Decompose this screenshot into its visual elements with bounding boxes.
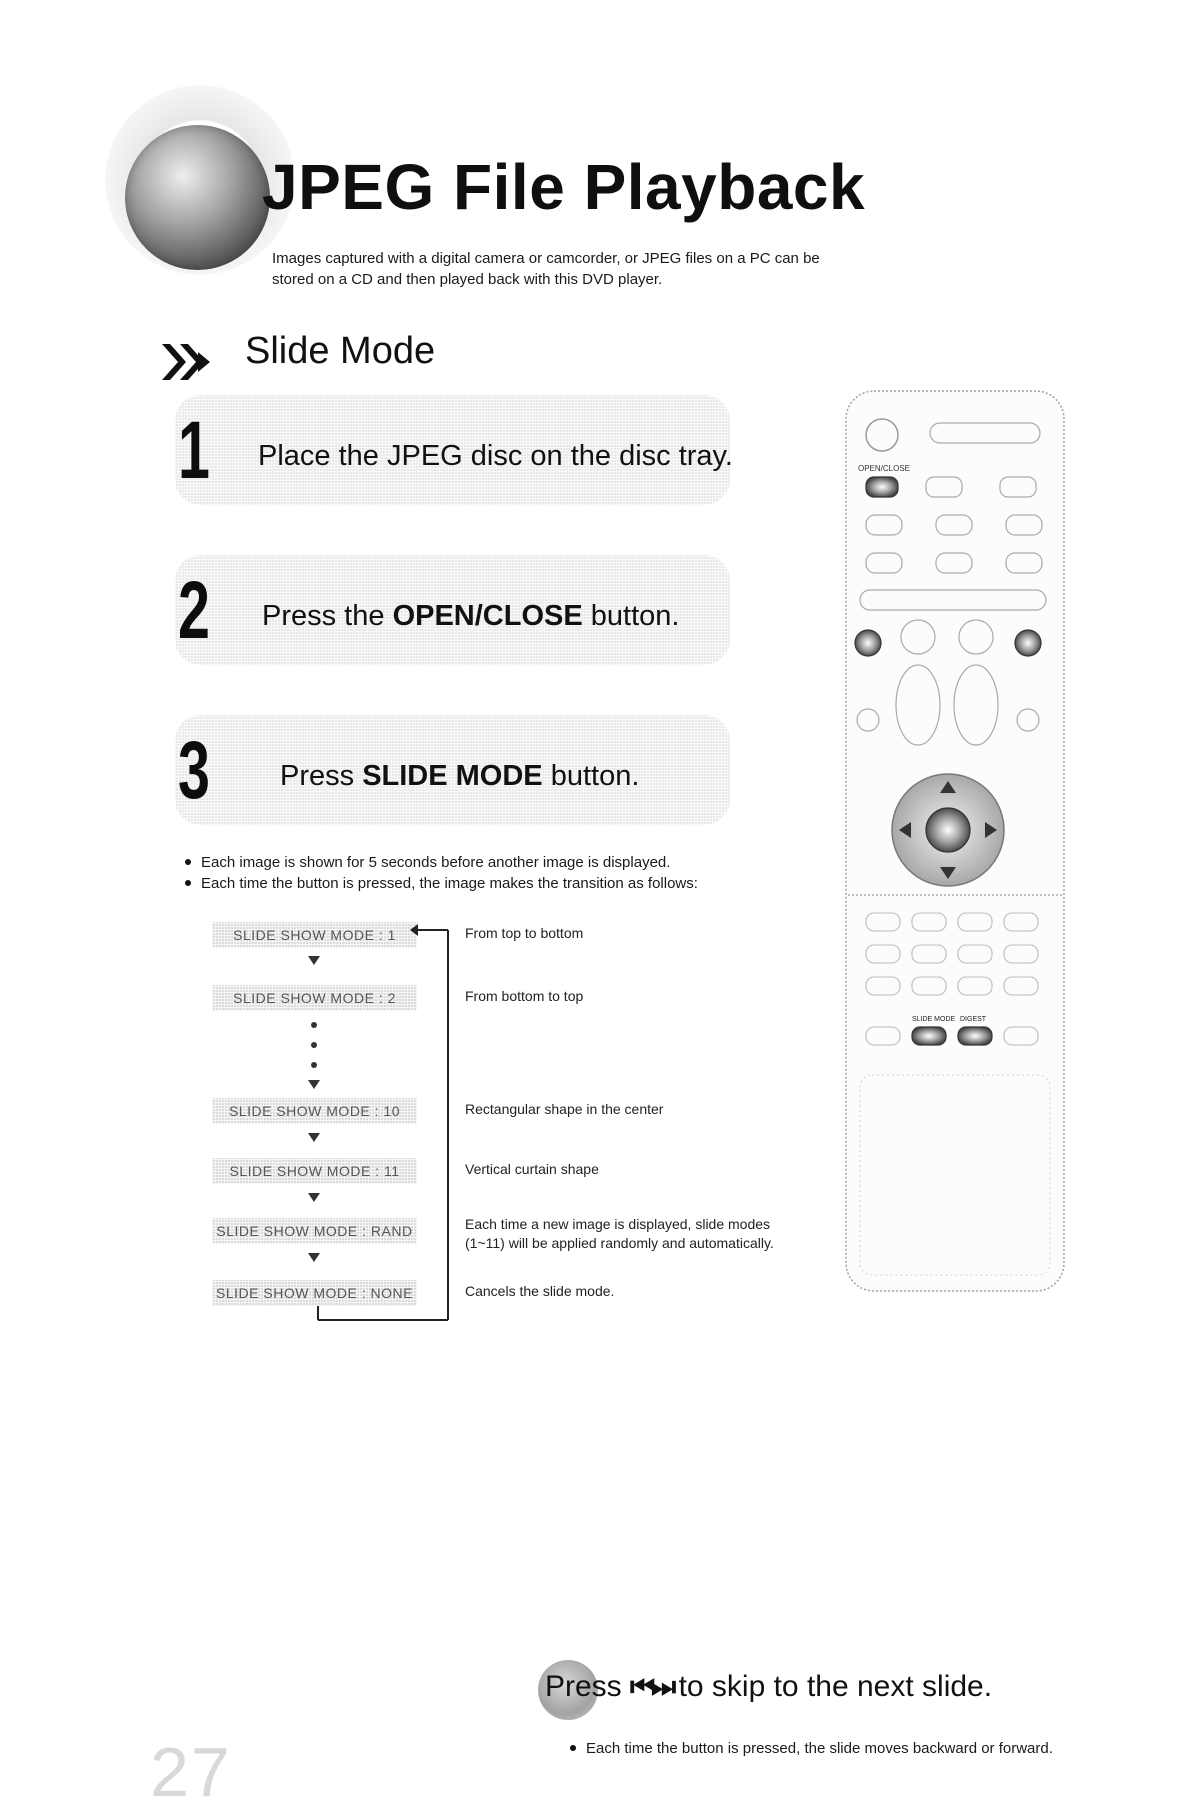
- remote-slide-mode-label: SLIDE MODE: [912, 1016, 956, 1023]
- intro-line-1: Images captured with a digital camera or camcorder, or JPEG files on a PC can be: [272, 250, 820, 267]
- slide-mode-rand-box: SLIDE SHOW MODE : RAND: [212, 1218, 417, 1244]
- bullet-item: Each image is shown for 5 seconds before another image is displayed.: [185, 852, 745, 873]
- slide-mode-1-desc: From top to bottom: [465, 925, 584, 941]
- intro-text: [272, 248, 972, 290]
- step-2-text: [262, 600, 679, 633]
- slide-mode-1-box: SLIDE SHOW MODE : 1: [212, 922, 417, 948]
- triple-chevron-icon: [160, 338, 216, 386]
- section-title: Slide Mode: [245, 330, 436, 372]
- bullet-dot-icon: [185, 880, 191, 886]
- bullet-dot-icon: [570, 1745, 576, 1751]
- step-3-text-bold: SLIDE MODE: [362, 760, 543, 792]
- slide-mode-10-box: SLIDE SHOW MODE : 10: [212, 1098, 417, 1124]
- slide-mode-rand-desc: Each time a new image is displayed, slide modes (1~11) will be applied randomly and automatically.: [465, 1216, 774, 1251]
- intro-line-2: stored on a CD and then played back with this DVD player.: [272, 271, 663, 288]
- skip-instruction: [545, 1670, 992, 1704]
- remote-control-icon: [840, 385, 1070, 1300]
- page-number: 27: [150, 1733, 232, 1811]
- step-3-number: 3: [178, 725, 210, 816]
- step-3-text: [280, 760, 639, 793]
- slide-mode-2-desc: From bottom to top: [465, 988, 584, 1004]
- remote-digest-label: DIGEST: [960, 1016, 987, 1023]
- slide-mode-none-desc: Cancels the slide mode.: [465, 1283, 615, 1299]
- slide-mode-11-desc: Vertical curtain shape: [465, 1161, 599, 1177]
- step-3-text-after: button.: [542, 760, 640, 792]
- bullet-list: [185, 852, 745, 894]
- loop-connector: [300, 915, 460, 1325]
- step-1-number: 1: [178, 405, 210, 496]
- page-title: JPEG File Playback: [262, 151, 866, 223]
- skip-note: Each time the button is pressed, the slide moves backward or forward.: [570, 1740, 1053, 1757]
- slide-mode-11-box: SLIDE SHOW MODE : 11: [212, 1158, 417, 1184]
- slide-mode-none-box: SLIDE SHOW MODE : NONE: [212, 1280, 417, 1306]
- step-1-text: Place the JPEG disc on the disc tray.: [258, 440, 733, 472]
- step-2-number: 2: [178, 565, 210, 656]
- press-word: Press: [545, 1670, 622, 1703]
- disc-ball-icon: [125, 125, 270, 270]
- slide-mode-2-box: SLIDE SHOW MODE : 2: [212, 985, 417, 1011]
- skip-text: to skip to the next slide.: [678, 1670, 993, 1703]
- skip-prev-next-icon: ⏮ ⏭: [630, 1671, 671, 1702]
- slide-mode-10-desc: Rectangular shape in the center: [465, 1101, 664, 1117]
- step-2-text-before: Press the: [262, 600, 393, 632]
- remote-open-close-label: OPEN/CLOSE: [858, 464, 911, 473]
- bullet-dot-icon: [185, 859, 191, 865]
- step-2-text-after: button.: [582, 600, 680, 632]
- step-2-text-bold: OPEN/CLOSE: [392, 600, 583, 632]
- step-3-text-before: Press: [280, 760, 363, 792]
- bullet-item: Each time the button is pressed, the image makes the transition as follows:: [185, 873, 745, 894]
